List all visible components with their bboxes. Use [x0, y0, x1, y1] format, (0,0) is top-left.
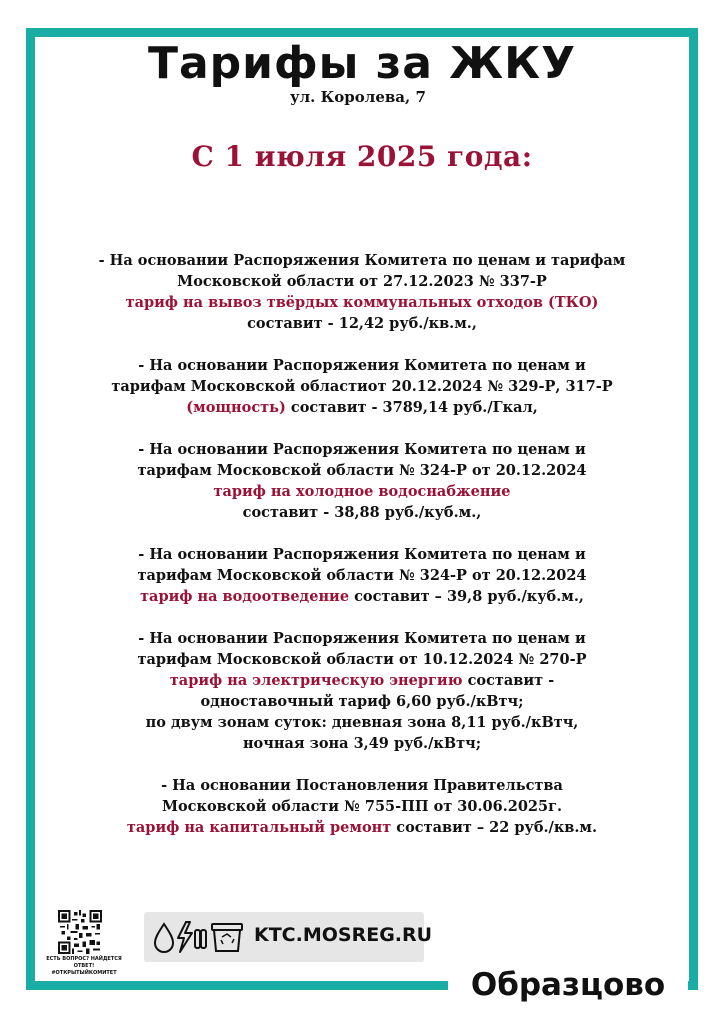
tariff-line [30, 712, 694, 733]
tariff-list [30, 250, 694, 859]
tariff-line [30, 439, 694, 460]
tariff-line [30, 481, 694, 502]
qr-caption-hashtag: #ОТКРЫТЫЙКОМИТЕТ [51, 970, 117, 976]
tariff-text: составит – 22 руб./кв.м. [391, 819, 598, 836]
tariff-line [30, 271, 694, 292]
tariff-text: составит - [462, 672, 555, 689]
tariff-item [30, 439, 694, 523]
qr-code-icon [58, 910, 102, 954]
tariff-line [30, 817, 694, 838]
tariff-highlight: тариф на капитальный ремонт [126, 819, 392, 836]
tariff-line [30, 691, 694, 712]
qr-caption [36, 956, 132, 977]
tariff-text: Московской области № 755-ПП от 30.06.2025г. [161, 798, 563, 815]
qr-caption-question: ЕСТЬ ВОПРОС? НАЙДЕТСЯ ОТВЕТ! [46, 956, 122, 969]
tariff-text: составит – 39,8 руб./куб.м., [349, 588, 584, 605]
tariff-text: - На основании Постановления Правительства [161, 777, 563, 794]
tariff-line [30, 775, 694, 796]
tariff-text: составит - 12,42 руб./кв.м., [247, 315, 477, 332]
tariff-line [30, 733, 694, 754]
tariff-text: тарифам Московской области от 10.12.2024 № 270-Р [137, 651, 587, 668]
tariff-item [30, 628, 694, 754]
water-drop-icon [155, 924, 173, 952]
tariff-line [30, 565, 694, 586]
tariff-line [30, 460, 694, 481]
tariff-text: ночная зона 3,49 руб./кВтч; [242, 735, 482, 752]
tariff-line [30, 250, 694, 271]
tariff-text: составит - 38,88 руб./куб.м., [242, 504, 482, 521]
tariff-line [30, 586, 694, 607]
tariff-text: - На основании Распоряжения Комитета по ценам и [138, 357, 586, 374]
tariff-item [30, 250, 694, 334]
tariff-highlight: тариф на вывоз твёрдых коммунальных отходов (ТКО) [125, 294, 599, 311]
date-heading: С 1 июля 2025 года: [191, 140, 533, 173]
tariff-item [30, 544, 694, 607]
location-name: Образцово [448, 960, 688, 1010]
tariff-line [30, 397, 694, 418]
tariff-highlight: тариф на электрическую энергию [169, 672, 463, 689]
tariff-highlight: тариф на холодное водоснабжение [213, 483, 511, 500]
tariff-line [30, 796, 694, 817]
banner-url[interactable]: KTC.MOSREG.RU [254, 924, 433, 946]
address: ул. Королева, 7 [290, 88, 426, 106]
tariff-text: - На основании Распоряжения Комитета по ценам и [138, 630, 586, 647]
tariff-text: - На основании Распоряжения Комитета по ценам и тарифам [98, 252, 626, 269]
tariff-text: тарифам Московской области № 324-Р от 20.12.2024 [137, 567, 587, 584]
tariff-item [30, 775, 694, 838]
tariff-text: одноставочный тариф 6,60 руб./кВтч; [200, 693, 524, 710]
tariff-item [30, 355, 694, 418]
tariff-line [30, 502, 694, 523]
tariff-line [30, 544, 694, 565]
tariff-highlight: (мощность) [186, 399, 286, 416]
tariff-line [30, 670, 694, 691]
page-title: Тарифы за ЖКУ [147, 38, 577, 89]
tariff-line [30, 376, 694, 397]
ktc-banner [144, 912, 433, 962]
tariff-text: Московской области от 27.12.2023 № 337-Р [177, 273, 547, 290]
lightning-icon [178, 922, 192, 952]
tariff-line [30, 649, 694, 670]
banner-icons [150, 918, 250, 956]
radiator-icon [195, 930, 206, 948]
tariff-highlight: тариф на водоотведение [140, 588, 350, 605]
tariff-line [30, 628, 694, 649]
tariff-text: по двум зонам суток: дневная зона 8,11 руб./кВтч, [145, 714, 579, 731]
tariff-text: составит - 3789,14 руб./Гкал, [285, 399, 538, 416]
trash-bin-icon [212, 924, 242, 951]
tariff-text: - На основании Распоряжения Комитета по ценам и [138, 546, 586, 563]
tariff-line [30, 292, 694, 313]
tariff-text: тарифам Московской области № 324-Р от 20.12.2024 [137, 462, 587, 479]
tariff-line [30, 355, 694, 376]
tariff-text: - На основании Распоряжения Комитета по ценам и [138, 441, 586, 458]
tariff-text: тарифам Московской областиот 20.12.2024 № 329-Р, 317-Р [111, 378, 613, 395]
tariff-line [30, 313, 694, 334]
